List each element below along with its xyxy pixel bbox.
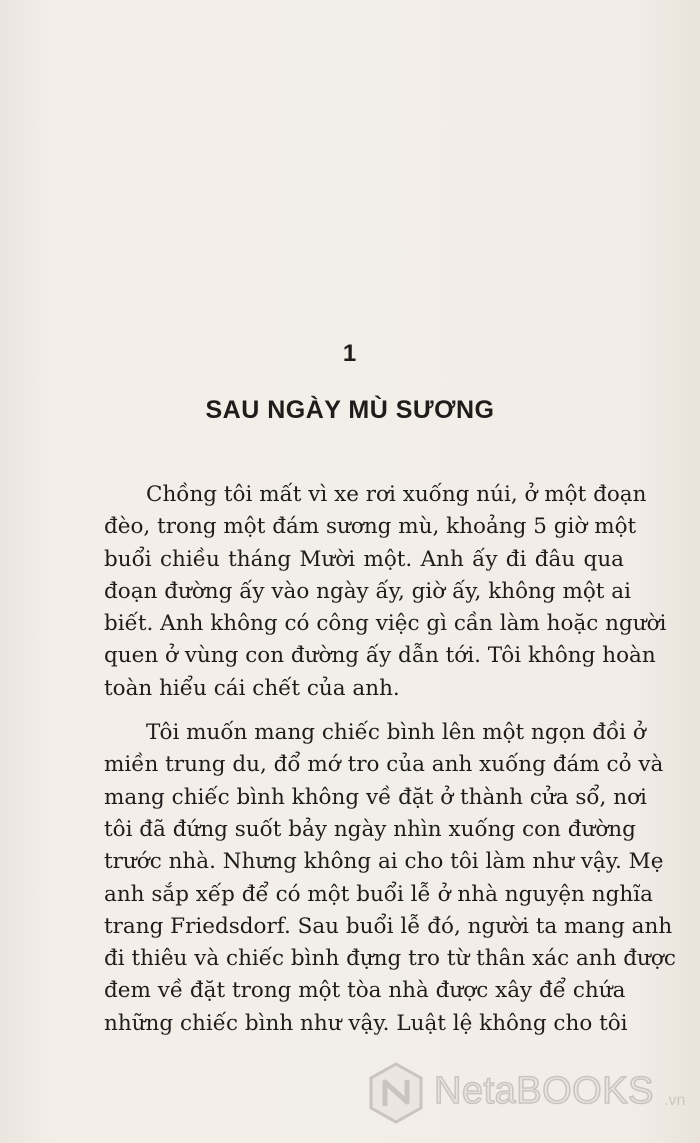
- text-line: anh sắp xếp để có một buổi lễ ở nhà nguyện nghĩa: [104, 881, 653, 907]
- watermark-brand: NetaBOOKS: [434, 1070, 654, 1112]
- chapter-title: SAU NGÀY MÙ SƯƠNG: [205, 396, 495, 424]
- paragraph: [104, 717, 676, 1040]
- text-line: miền trung du, đổ mớ tro của anh xuống đám cỏ và: [104, 752, 664, 778]
- netabooks-logo-icon: [368, 1062, 424, 1124]
- text-line: trước nhà. Nhưng không ai cho tôi làm như vậy. Mẹ: [104, 849, 664, 875]
- text-line: tôi đã đứng suốt bảy ngày nhìn xuống con đường: [104, 816, 636, 842]
- text-line: đèo, trong một đám sương mù, khoảng 5 giờ một: [104, 514, 637, 540]
- text-line: biết. Anh không có công việc gì cần làm hoặc người: [104, 611, 667, 637]
- watermark: [368, 1058, 698, 1128]
- text-line: đem về đặt trong một tòa nhà được xây để chứa: [104, 978, 626, 1004]
- body-text: [104, 479, 676, 1040]
- text-line: Tôi muốn mang chiếc bình lên một ngọn đồi ở: [146, 720, 646, 746]
- text-line: những chiếc bình như vậy. Luật lệ không cho tôi: [104, 1010, 628, 1036]
- chapter-number: 1: [342, 340, 358, 367]
- text-line: quen ở vùng con đường ấy dẫn tới. Tôi không hoàn: [104, 643, 656, 669]
- watermark-tld: .vn: [664, 1092, 686, 1109]
- text-line: đi thiêu và chiếc bình đựng tro từ thân xác anh được: [104, 946, 676, 972]
- text-line: Chồng tôi mất vì xe rơi xuống núi, ở một đoạn: [146, 482, 647, 507]
- paragraph: [104, 479, 667, 705]
- text-line: mang chiếc bình không về đặt ở thành cửa sổ, nơi: [104, 784, 647, 810]
- text-line: đoạn đường ấy vào ngày ấy, giờ ấy, không một ai: [104, 578, 631, 604]
- text-line: buổi chiều tháng Mười một. Anh ấy đi đâu qua: [104, 546, 624, 572]
- text-line: toàn hiểu cái chết của anh.: [104, 675, 400, 701]
- text-line: trang Friedsdorf. Sau buổi lễ đó, người ta mang anh: [104, 913, 673, 939]
